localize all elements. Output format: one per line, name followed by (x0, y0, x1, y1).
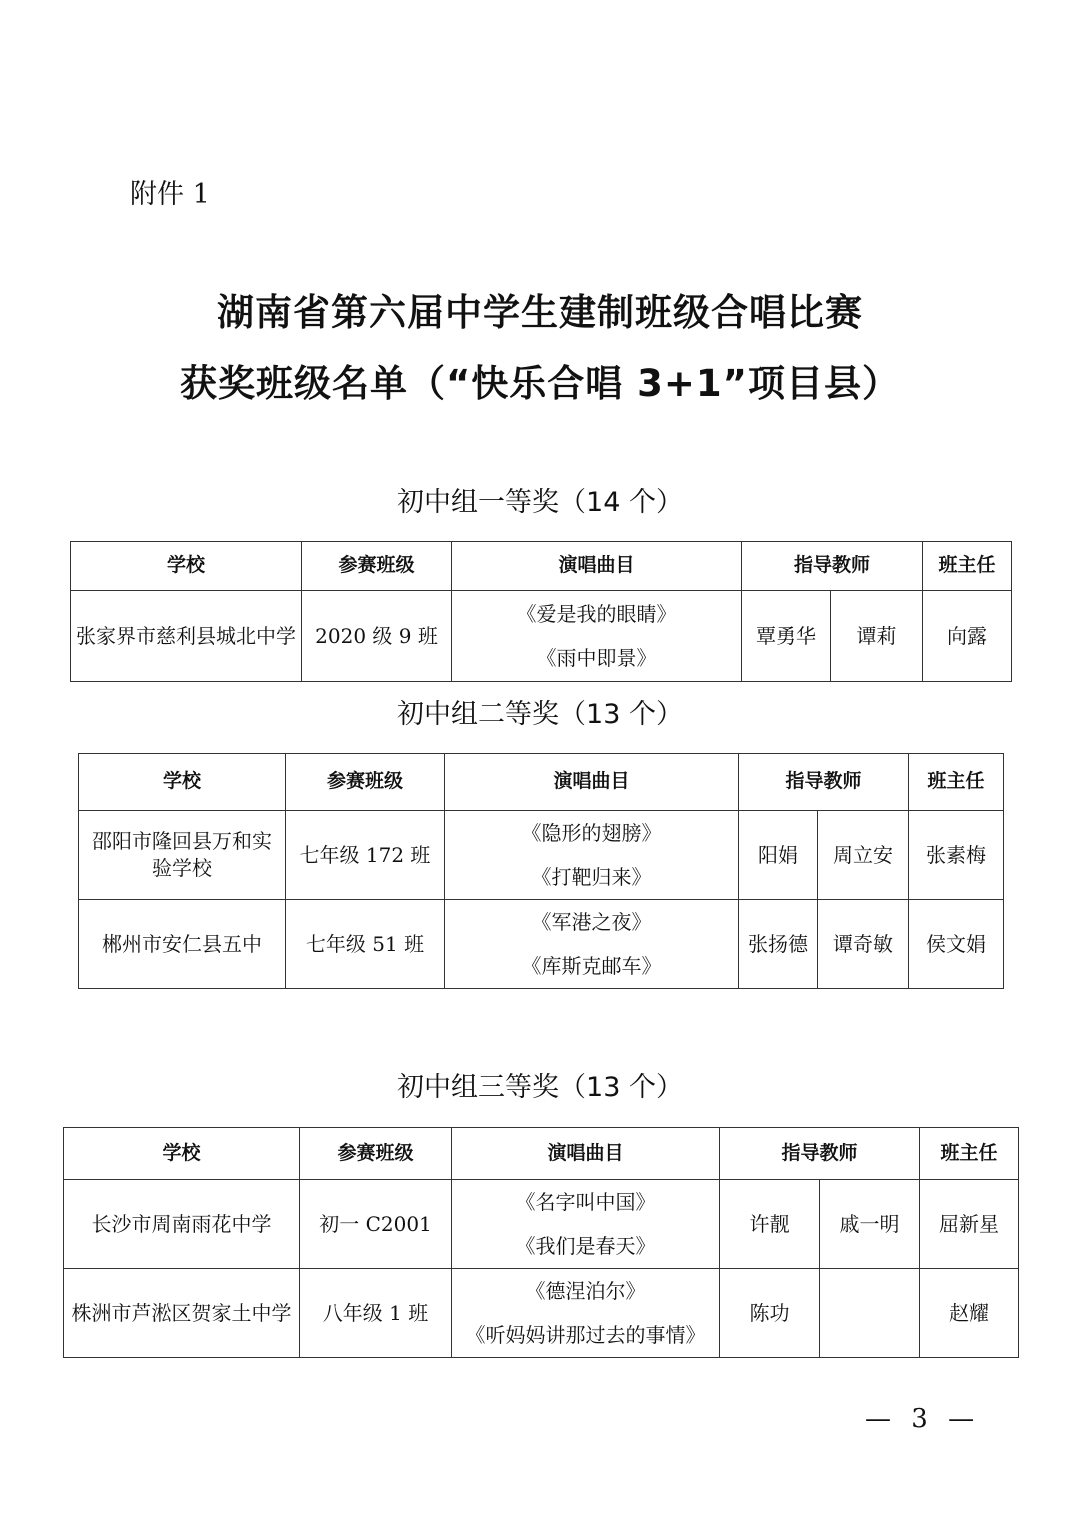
table-row (79, 900, 1004, 989)
header-school: 学校 (71, 542, 302, 591)
song-1: 《德涅泊尔》 (525, 1279, 646, 1303)
table-row (64, 1269, 1019, 1358)
song-1: 《隐形的翅膀》 (521, 821, 662, 845)
page-title-line-2: 获奖班级名单（“快乐合唱 3+1”项目县） (179, 362, 900, 405)
school-cell: 郴州市安仁县五中 (79, 900, 286, 989)
header-teachers: 指导教师 (742, 542, 923, 591)
school-cell: 邵阳市隆回县万和实验学校 (79, 811, 286, 900)
head-teacher-cell: 屈新星 (920, 1180, 1019, 1269)
header-head-teacher: 班主任 (920, 1128, 1019, 1180)
song-1: 《爱是我的眼睛》 (516, 602, 677, 626)
teacher-2-cell: 戚一明 (820, 1180, 920, 1269)
song-2: 《听妈妈讲那过去的事情》 (465, 1323, 706, 1347)
header-songs: 演唱曲目 (452, 542, 742, 591)
header-class: 参赛班级 (286, 754, 445, 811)
header-teachers: 指导教师 (739, 754, 909, 811)
table-header-row (79, 754, 1004, 811)
songs-cell (452, 591, 742, 682)
teacher-2-cell (820, 1269, 920, 1358)
class-cell: 七年级 51 班 (286, 900, 445, 989)
school-cell: 张家界市慈利县城北中学 (71, 591, 302, 682)
header-class: 参赛班级 (302, 542, 452, 591)
table-row (79, 811, 1004, 900)
teacher-2-cell: 谭奇敏 (818, 900, 909, 989)
third-prize-table (63, 1127, 1019, 1358)
page-title-line-1: 湖南省第六届中学生建制班级合唱比赛 (217, 291, 863, 334)
head-teacher-cell: 张素梅 (909, 811, 1004, 900)
song-2: 《打靶归来》 (531, 865, 652, 889)
songs-cell (445, 900, 739, 989)
header-head-teacher: 班主任 (909, 754, 1004, 811)
header-head-teacher: 班主任 (923, 542, 1012, 591)
header-songs: 演唱曲目 (452, 1128, 720, 1180)
song-2: 《库斯克邮车》 (521, 954, 662, 978)
teacher-1-cell: 阳娟 (739, 811, 818, 900)
table-row (64, 1180, 1019, 1269)
song-2: 《雨中即景》 (536, 646, 657, 670)
teacher-2-cell: 谭莉 (831, 591, 923, 682)
head-teacher-cell: 向露 (923, 591, 1012, 682)
table-header-row (64, 1128, 1019, 1180)
header-class: 参赛班级 (300, 1128, 452, 1180)
section-heading-third-prize: 初中组三等奖（13 个） (397, 1072, 683, 1103)
header-songs: 演唱曲目 (445, 754, 739, 811)
header-school: 学校 (79, 754, 286, 811)
songs-cell (452, 1180, 720, 1269)
header-school: 学校 (64, 1128, 300, 1180)
class-cell: 2020 级 9 班 (302, 591, 452, 682)
teacher-1-cell: 陈功 (720, 1269, 820, 1358)
song-1: 《名字叫中国》 (515, 1190, 656, 1214)
class-cell: 七年级 172 班 (286, 811, 445, 900)
page-number: — 3 — (865, 1404, 981, 1434)
section-heading-second-prize: 初中组二等奖（13 个） (397, 699, 683, 730)
teacher-2-cell: 周立安 (818, 811, 909, 900)
head-teacher-cell: 侯文娟 (909, 900, 1004, 989)
teacher-1-cell: 覃勇华 (742, 591, 831, 682)
class-cell: 初一 C2001 (300, 1180, 452, 1269)
teacher-1-cell: 许靓 (720, 1180, 820, 1269)
second-prize-table (78, 753, 1004, 989)
section-heading-first-prize: 初中组一等奖（14 个） (397, 487, 683, 518)
school-cell: 长沙市周南雨花中学 (64, 1180, 300, 1269)
song-1: 《军港之夜》 (531, 910, 652, 934)
head-teacher-cell: 赵耀 (920, 1269, 1019, 1358)
teacher-1-cell: 张扬德 (739, 900, 818, 989)
first-prize-table (70, 541, 1012, 682)
attachment-label: 附件 1 (130, 179, 210, 210)
table-header-row (71, 542, 1012, 591)
song-2: 《我们是春天》 (515, 1234, 656, 1258)
songs-cell (452, 1269, 720, 1358)
class-cell: 八年级 1 班 (300, 1269, 452, 1358)
header-teachers: 指导教师 (720, 1128, 920, 1180)
songs-cell (445, 811, 739, 900)
school-cell: 株洲市芦淞区贺家土中学 (64, 1269, 300, 1358)
table-row (71, 591, 1012, 682)
